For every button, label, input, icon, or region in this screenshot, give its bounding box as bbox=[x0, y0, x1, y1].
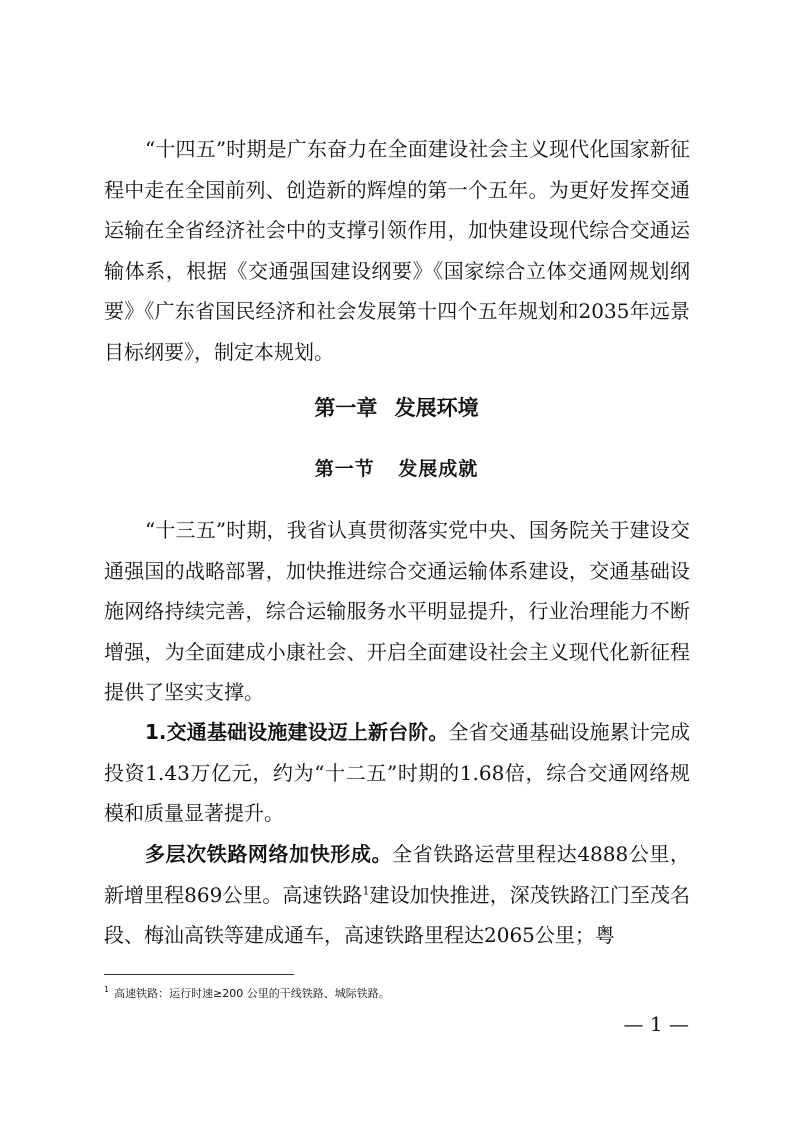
footnote-number: 1 bbox=[104, 985, 110, 995]
railway-body-b: 建设加快推进，深茂铁路江门至茂名段、梅汕高铁等建成通车，高速铁路里程达2065公里；粤 bbox=[104, 882, 690, 948]
railway-heading: 多层次铁路网络加快形成。 bbox=[145, 842, 393, 866]
railway-body-a: 全省铁路运营里程达4888公里，新增里程869公里。高速铁路 bbox=[104, 842, 690, 907]
infrastructure-body: 全省交通基础设施累计完成投资1.43万亿元，约为“十二五”时期的1.68倍，综合交通网络规模和质量显著提升。 bbox=[104, 720, 691, 826]
page-number: — 1 — bbox=[623, 1012, 689, 1036]
section-title: 第一节 发展成就 bbox=[314, 458, 479, 480]
intro-paragraph: “十四五”时期是广东奋力在全面建设社会主义现代化国家新征程中走在全国前列、创造新的辉煌的第一个五年。为更好发挥交通运输在全省经济社会中的支撑引领作用，加快建设现代综合交通运输体系，根据《交通强国建设纲要》《国家综合立体交通网规划纲要》《广东省国民经济和社会发展第十四个五年规划和2035年远景目标纲要》，制定本规划。 bbox=[104, 137, 690, 364]
footnote-divider bbox=[104, 974, 294, 975]
infrastructure-paragraph bbox=[104, 712, 690, 834]
footnote-reference[interactable]: 1 bbox=[362, 883, 370, 897]
overview-paragraph: “十三五”时期，我省认真贯彻落实党中央、国务院关于建设交通强国的战略部署，加快推进综合交通运输体系建设，交通基础设施网络持续完善，综合运输服务水平明显提升，行业治理能力不断增强，为全面建成小康社会、开启全面建设社会主义现代化新征程提供了坚实支撑。 bbox=[104, 518, 690, 705]
footnote bbox=[104, 985, 390, 1001]
infrastructure-heading: 1.交通基础设施建设迈上新台阶。 bbox=[145, 720, 449, 744]
footnote-text: 高速铁路：运行时速≥200 公里的干线铁路、城际铁路。 bbox=[114, 987, 390, 1000]
chapter-title: 第一章 发展环境 bbox=[314, 396, 479, 420]
railway-paragraph bbox=[104, 834, 690, 956]
